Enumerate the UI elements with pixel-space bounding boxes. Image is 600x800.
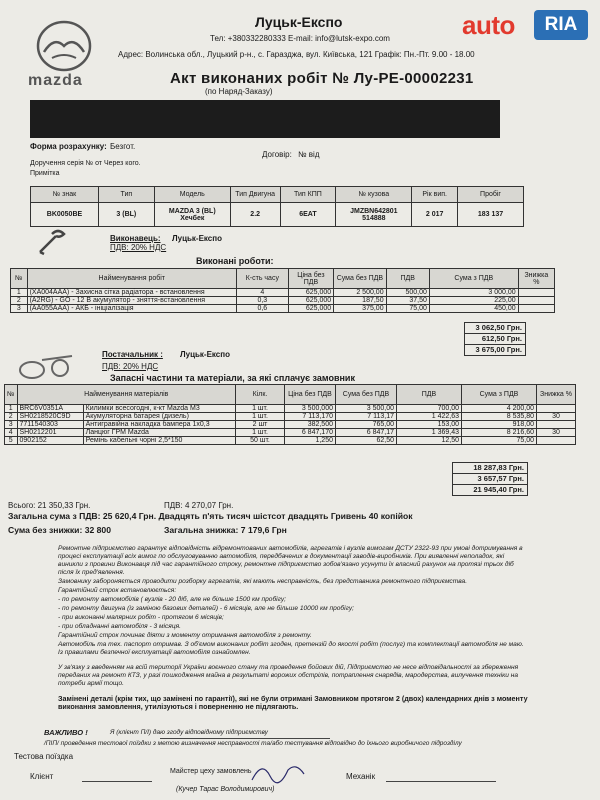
works-total-vat: 612,50 Грн. bbox=[465, 334, 525, 345]
consent-text: Я (клієнт П/І) даю згоду відповідному підприємству bbox=[110, 729, 268, 736]
works-col-discount: Знижка % bbox=[518, 269, 554, 289]
parts-cell-price: 7 113,170 bbox=[285, 413, 336, 421]
mazda-logo bbox=[22, 14, 106, 94]
vehicle-row bbox=[31, 203, 524, 227]
document-title: Акт виконаних робіт № Лу-РЕ-00002231 bbox=[170, 70, 474, 87]
parts-col-price: Ціна без ПДВ bbox=[285, 385, 336, 405]
supplier-value: Луцьк-Експо bbox=[180, 350, 230, 359]
works-cell-num: 3 bbox=[11, 305, 28, 313]
works-col-price: Ціна без ПДВ bbox=[288, 269, 333, 289]
parts-cell-num: 3 bbox=[5, 421, 18, 429]
parts-cell-name: Ланцюг ГРМ Mazda bbox=[83, 429, 235, 437]
works-cell-price: 625,000 bbox=[288, 305, 333, 313]
parts-icon bbox=[12, 348, 82, 384]
works-cell-total: 450,00 bbox=[429, 305, 518, 313]
works-row bbox=[11, 297, 555, 305]
works-cell-name: (ХА004ААА) - Захисна сітка радіатора - встановлення bbox=[27, 289, 236, 297]
vehicle-col-mileage: Пробіг bbox=[458, 187, 524, 203]
works-cell-num: 1 bbox=[11, 289, 28, 297]
vehicle-col-body: № кузова bbox=[336, 187, 412, 203]
parts-cell-discount: 30 bbox=[537, 413, 576, 421]
parts-title: Запасні частини та матеріали, за які сплачує замовник bbox=[110, 373, 355, 383]
parts-cell-vat: 153,00 bbox=[397, 421, 462, 429]
vehicle-engine: 2.2 bbox=[230, 203, 280, 227]
works-total-net: 3 062,50 Грн. bbox=[465, 323, 525, 334]
terms-item-4: - при обладнанні автомобіля - 3 місяця. bbox=[58, 623, 181, 630]
parts-cell-qty: 1 шт. bbox=[236, 429, 285, 437]
works-cell-total: 225,00 bbox=[429, 297, 518, 305]
executor-label: Виконавець: bbox=[110, 234, 161, 243]
parts-col-total: Сума з ПДВ bbox=[462, 385, 537, 405]
works-cell-name: (АА055ААА) - АКБ - ініціалізація bbox=[27, 305, 236, 313]
parts-cell-qty: 2 шт bbox=[236, 421, 285, 429]
works-col-vat: ПДВ bbox=[386, 269, 429, 289]
terms-replaced-parts: Замінені деталі (крім тих, що замінені по гарантії), які не були отримані Замовником протягом 2 (двох) календарних днів з моменту виконання замовлення, утилізуються і поверненню не підлягають. bbox=[58, 694, 528, 711]
parts-cell-name: Килимки всесогодні, к-кт Mazda M3 bbox=[83, 405, 235, 413]
supplier-label: Постачальник : bbox=[102, 350, 163, 359]
parts-cell-discount bbox=[537, 405, 576, 413]
works-cell-sum: 2 500,00 bbox=[334, 289, 386, 297]
parts-total-net: 18 287,83 Грн. bbox=[453, 463, 527, 474]
parts-row bbox=[5, 405, 576, 413]
parts-cell-qty: 50 шт. bbox=[236, 437, 285, 445]
consent-test-drive-text: /ПІП/ проведення тестової поїздки з метою визначення несправності та/або тестування відповідно до їхнього виробничого підрозділу bbox=[44, 740, 462, 747]
parts-cell-qty: 1 шт. bbox=[236, 413, 285, 421]
works-row bbox=[11, 305, 555, 313]
parts-col-qty: Кілк. bbox=[236, 385, 285, 405]
works-cell-price: 625,000 bbox=[288, 297, 333, 305]
parts-cell-vat: 1 369,43 bbox=[397, 429, 462, 437]
works-table bbox=[10, 268, 555, 313]
works-col-hours: К-сть часу bbox=[236, 269, 288, 289]
summary-discount: Загальна знижка: 7 179,6 Грн bbox=[164, 525, 287, 535]
parts-row bbox=[5, 421, 576, 429]
vehicle-col-plate: № знак bbox=[31, 187, 99, 203]
parts-cell-num: 5 bbox=[5, 437, 18, 445]
works-col-num: № bbox=[11, 269, 28, 289]
works-cell-hours: 0,6 bbox=[236, 305, 288, 313]
parts-cell-sum: 6 847,17 bbox=[336, 429, 397, 437]
watermark-text: auto bbox=[462, 10, 515, 40]
works-cell-vat: 75,00 bbox=[386, 305, 429, 313]
works-cell-vat: 37,50 bbox=[386, 297, 429, 305]
parts-cell-total: 75,00 bbox=[462, 437, 537, 445]
mechanic-signature-line bbox=[386, 781, 496, 782]
client-label: Клієнт bbox=[30, 772, 54, 781]
parts-cell-code: 0902152 bbox=[17, 437, 83, 445]
company-contacts: Тел: +380332280333 E-mail: info@lutsk-expo.com bbox=[210, 34, 390, 43]
terms-item-1: - по ремонту автомобілів ( вузлів - 20 діб, але не більше 1500 км пробігу; bbox=[58, 596, 287, 603]
parts-row bbox=[5, 437, 576, 445]
works-col-name: Найменування робіт bbox=[27, 269, 236, 289]
document-subtitle: (по Наряд-Заказу) bbox=[205, 87, 273, 96]
master-signature bbox=[248, 756, 308, 788]
works-cell-num: 2 bbox=[11, 297, 28, 305]
parts-cell-num: 1 bbox=[5, 405, 18, 413]
parts-cell-vat: 1 422,63 bbox=[397, 413, 462, 421]
parts-cell-price: 3 500,000 bbox=[285, 405, 336, 413]
vehicle-mileage: 183 137 bbox=[458, 203, 524, 227]
vehicle-col-year: Рік вип. bbox=[412, 187, 458, 203]
terms-warranty-period: Гарантійний строк встановлюється: bbox=[58, 587, 177, 594]
parts-col-num: № bbox=[5, 385, 18, 405]
summary-sum-with-vat: Загальна сума з ПДВ: 25 620,4 Грн. Двадцять п'ять тисяч шістсот двадцять Гривень 40 копійок bbox=[8, 511, 413, 521]
works-row bbox=[11, 289, 555, 297]
parts-cell-discount: 30 bbox=[537, 429, 576, 437]
works-cell-hours: 4 bbox=[236, 289, 288, 297]
parts-cell-total: 4 200,00 bbox=[462, 405, 537, 413]
contract-label: Договір: bbox=[262, 150, 292, 159]
consent-important: ВАЖЛИВО ! bbox=[44, 728, 88, 737]
vehicle-year: 2 017 bbox=[412, 203, 458, 227]
parts-cell-price: 6 847,170 bbox=[285, 429, 336, 437]
consent-signature-line bbox=[160, 738, 330, 739]
vehicle-table bbox=[30, 186, 524, 227]
supplier-vat: ПДВ: 20% НДС bbox=[102, 362, 159, 371]
vehicle-col-engine: Тип Двигуна bbox=[230, 187, 280, 203]
parts-cell-price: 382,500 bbox=[285, 421, 336, 429]
parts-col-discount: Знижка % bbox=[537, 385, 576, 405]
executor-value: Луцьк-Експо bbox=[172, 234, 222, 243]
parts-cell-total: 918,00 bbox=[462, 421, 537, 429]
parts-cell-code: SH0212201 bbox=[17, 429, 83, 437]
works-title: Виконані роботи: bbox=[196, 256, 274, 266]
summary-vat: ПДВ: 4 270,07 Грн. bbox=[164, 501, 234, 510]
test-drive-label: Тестова поїздка bbox=[14, 752, 74, 761]
terms-item-2: - по ремонту двигуна (із заміною базових деталей) - 6 місяців, але не більше 10000 км пробігу; bbox=[58, 605, 354, 612]
works-cell-total: 3 000,00 bbox=[429, 289, 518, 297]
company-address: Адрес: Волинська обл., Луцький р-н., с. Гаразджа, вул. Київська, 121 Графік: Пн.-Пт. 9.00 - 18.00 bbox=[118, 50, 475, 59]
terms-martial-law: У зв'язку з введенням на всій території України воєнного стану та проведення бойових дій, Підприємство не несе відповідальності за збереження переданих на ремонт КТЗ, у разі пошкодження майна в результаті ворожих обстрілів, потраплення снарядів, мародерства, вилучення техніки на потреби армії тощо. bbox=[58, 664, 519, 687]
parts-col-name: Найменування матеріалів bbox=[17, 385, 235, 405]
vehicle-body: JMZBN642801 514888 bbox=[336, 203, 412, 227]
mechanic-label: Механік bbox=[346, 772, 376, 781]
executor-vat: ПДВ: 20% НДС bbox=[110, 243, 167, 252]
terms-acceptance: Автомобіль та тех. паспорт отримав. З об'ємом виконаних робіт згоден, претензій до якості робіт (послуг) та комплектації автомобіля не маю. Із правилами безпечної експлуатації автомобіля ознайомлен. bbox=[58, 641, 524, 656]
vehicle-header-row bbox=[31, 187, 524, 203]
note-line: Примітка bbox=[30, 170, 60, 177]
works-cell-sum: 375,00 bbox=[334, 305, 386, 313]
parts-cell-name: Акумуляторна батарея (дизель) bbox=[83, 413, 235, 421]
parts-total-gross: 21 945,40 Грн. bbox=[473, 485, 524, 494]
summary-no-discount: Сума без знижки: 32 800 bbox=[8, 525, 111, 535]
parts-cell-code: BRC6V0351A bbox=[17, 405, 83, 413]
parts-table bbox=[4, 384, 576, 445]
parts-col-sum: Сума без ПДВ bbox=[336, 385, 397, 405]
parts-cell-total: 8 535,80 bbox=[462, 413, 537, 421]
payment-value: Безгот. bbox=[110, 142, 136, 151]
parts-cell-discount bbox=[537, 437, 576, 445]
vehicle-model: MAZDA 3 (BL) Хечбек bbox=[154, 203, 230, 227]
terms-disassembly: Замовнику забороняється проводити розборку агрегатів, які мають несправність, без представника ремонтного підприємства. bbox=[58, 578, 468, 585]
parts-cell-sum: 7 113,17 bbox=[336, 413, 397, 421]
works-total-gross: 3 675,00 Грн. bbox=[475, 345, 522, 354]
vehicle-col-model: Модель bbox=[154, 187, 230, 203]
contract-value: № від bbox=[298, 150, 320, 159]
parts-cell-num: 4 bbox=[5, 429, 18, 437]
parts-cell-code: 7711540303 bbox=[17, 421, 83, 429]
terms-item-3: - при виконанні малярних робіт - протягом 6 місяців; bbox=[58, 614, 224, 621]
works-col-total: Сума з ПДВ bbox=[429, 269, 518, 289]
wrench-icon bbox=[34, 228, 74, 256]
parts-cell-sum: 3 500,00 bbox=[336, 405, 397, 413]
parts-row bbox=[5, 429, 576, 437]
master-name: (Кучер Тарас Володимирович) bbox=[176, 786, 275, 793]
parts-cell-num: 2 bbox=[5, 413, 18, 421]
parts-header-row bbox=[5, 385, 576, 405]
vehicle-col-type: Тип bbox=[98, 187, 154, 203]
vehicle-type: 3 (BL) bbox=[98, 203, 154, 227]
parts-cell-vat: 12,50 bbox=[397, 437, 462, 445]
works-cell-hours: 0,3 bbox=[236, 297, 288, 305]
works-totals bbox=[464, 322, 526, 356]
works-cell-price: 625,000 bbox=[288, 289, 333, 297]
works-cell-vat: 500,00 bbox=[386, 289, 429, 297]
works-cell-discount bbox=[518, 305, 554, 313]
parts-cell-vat: 700,00 bbox=[397, 405, 462, 413]
works-col-sum: Сума без ПДВ bbox=[334, 269, 386, 289]
parts-cell-name: Антигравійна накладка бампера 1х0,3 bbox=[83, 421, 235, 429]
vehicle-plate: BK0050BE bbox=[31, 203, 99, 227]
terms-start: Гарантійний строк починає діяти з моменту отримання автомобіля з ремонту. bbox=[58, 632, 312, 639]
master-label: Майстер цеху замовлень bbox=[170, 768, 252, 775]
watermark-badge: RIA bbox=[534, 10, 588, 40]
vehicle-col-gearbox: Тип КПП bbox=[280, 187, 336, 203]
works-cell-name: (А2RG) - GO - 12 В акумулятор - зняття-встановлення bbox=[27, 297, 236, 305]
works-cell-discount bbox=[518, 297, 554, 305]
works-header-row bbox=[11, 269, 555, 289]
parts-cell-total: 8 216,60 bbox=[462, 429, 537, 437]
redacted-block bbox=[30, 100, 500, 138]
parts-cell-sum: 765,00 bbox=[336, 421, 397, 429]
company-name: Луцьк-Експо bbox=[255, 14, 343, 30]
parts-cell-name: Ремінь кабельні чорні 2,5*150 bbox=[83, 437, 235, 445]
vehicle-gearbox: 6EAT bbox=[280, 203, 336, 227]
terms-warranty: Ремонтне підприємство гарантує відповідність відремонтованих автомобілів, агрегатів і вузлів вимогам ДСТУ 2322-93 при умові дотримування в процесі експлуатації всіх вимог по обслуговуванню автомобіля, передбачених в документації заводів-виробників. При виявленні неполадок, які виникли з провини Виконавця під час гарантійного строку, ремонтне підприємство зобов'язано усунути їх власний рахунок на протязі трьох діб після їх пред'явлення. bbox=[58, 545, 523, 576]
proxy-line: Доручення серія № от Через кого. bbox=[30, 160, 141, 167]
client-signature-line bbox=[82, 781, 152, 782]
works-cell-sum: 187,50 bbox=[334, 297, 386, 305]
logo-wordmark: mazda bbox=[28, 72, 83, 89]
parts-row bbox=[5, 413, 576, 421]
parts-cell-qty: 1 шт. bbox=[236, 405, 285, 413]
parts-col-vat: ПДВ bbox=[397, 385, 462, 405]
parts-totals bbox=[452, 462, 528, 496]
parts-cell-code: SH0218520C9D bbox=[17, 413, 83, 421]
parts-total-vat: 3 657,57 Грн. bbox=[453, 474, 527, 485]
summary-total: Всього: 21 350,33 Грн. bbox=[8, 501, 91, 510]
auto-ria-watermark bbox=[462, 10, 588, 42]
payment-label: Форма розрахунку: bbox=[30, 142, 107, 151]
parts-cell-sum: 62,50 bbox=[336, 437, 397, 445]
parts-cell-price: 1,250 bbox=[285, 437, 336, 445]
parts-cell-discount bbox=[537, 421, 576, 429]
works-cell-discount bbox=[518, 289, 554, 297]
